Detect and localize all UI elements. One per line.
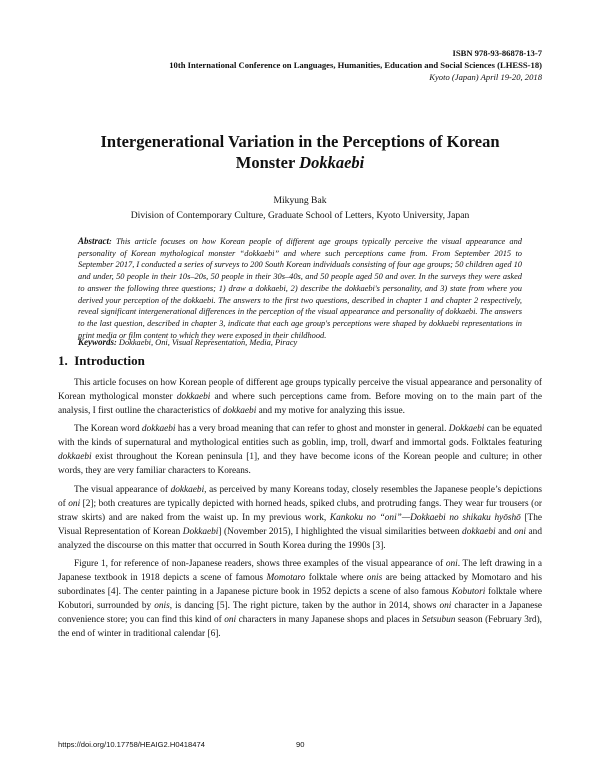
p4-italic: onis xyxy=(366,573,383,584)
p3-italic: Kankoku no “oni”—Dokkaebi no shikaku hyōshō xyxy=(329,512,521,523)
p4-text: character in a Japanese convenience store; you can find this kind of xyxy=(58,601,543,626)
p4-italic: Setsubun xyxy=(421,615,456,626)
p4-italic: oni xyxy=(445,559,458,570)
p2-text: exist throughout the Korean peninsula [1], and they have become icons of the Korean people and culture; in other words, they are very familiar characters to Koreans. xyxy=(58,452,542,477)
p4-italic: oni xyxy=(224,615,237,626)
paragraph-4 xyxy=(58,557,542,641)
title-line-2-italic: Dokkaebi xyxy=(299,153,365,172)
p4-italic: Momotaro xyxy=(266,573,306,584)
p3-text: and xyxy=(495,526,515,537)
paragraph-1 xyxy=(58,376,542,418)
p3-italic: Dokkaebi xyxy=(182,526,219,537)
p4-italic: Kobutori xyxy=(451,587,486,598)
p4-italic: oni xyxy=(439,601,452,612)
author-name: Mikyung Bak xyxy=(273,195,327,206)
p4-text: folktale where Kobutori, surrounded by xyxy=(58,587,542,612)
keywords-label: Keywords xyxy=(78,337,114,347)
p4-text: are being attacked by Momotaro and his subordinates [4]. The center painting in a Japanese picture book in 1952 depicts a scene of also famous xyxy=(58,573,542,598)
p3-text: , as perceived by many Koreans today, closely resembles the Japanese people’s depictions of xyxy=(58,484,542,509)
section-heading xyxy=(58,353,145,369)
paragraph-3 xyxy=(58,483,542,553)
p1-text: and where such perceptions came from. Before moving on to the main part of the analysis, I first outline the characteristics of xyxy=(58,392,543,416)
paragraph-2 xyxy=(58,422,542,478)
p3-text: and analyzed the discourse on this matter that occurred in South Korea during the 1990s [3]. xyxy=(58,526,542,551)
section-title: Introduction xyxy=(74,353,145,368)
p3-text: [2]; both creatures are typically depicted with horned heads, spiked clubs, and protruding fangs. They wear fur trousers (or straw skirts) and are naked from the waist up. In my previous work, xyxy=(58,498,542,523)
p1-italic: dokkaebi xyxy=(176,392,211,402)
p1-text: This article focuses on how Korean people of different age groups typically perceive the visual appearance and personality of Korean mythological monster xyxy=(58,378,542,402)
doi-link[interactable]: https://doi.org/10.17758/HEAIG2.H0418474 xyxy=(58,740,205,749)
p4-text: , is dancing [5]. The right picture, taken by the author in 2014, shows xyxy=(169,601,440,612)
p2-text: The Korean word xyxy=(74,424,142,435)
p3-text: ] (November 2015), I highlighted the visual similarities between xyxy=(218,526,463,537)
paper-title xyxy=(60,131,540,173)
conference-name: 10th International Conference on Languages, Humanities, Education and Social Sciences (LHESS-18) xyxy=(169,60,542,70)
p4-italic: onis xyxy=(154,601,170,612)
p2-text: can be equated with the kinds of supernatural and mythological entities such as goblin, imp, troll, dwarf and immortal gods. Folktales featuring xyxy=(58,424,542,449)
p2-italic: dokkaebi xyxy=(58,452,92,463)
abstract-label: Abstract xyxy=(78,236,110,246)
p1-text: and my motive for analyzing this issue. xyxy=(256,406,406,416)
p4-text: folktale where xyxy=(305,573,367,584)
p4-text: Figure 1, for reference of non-Japanese readers, shows three examples of the visual appearance of xyxy=(74,559,446,570)
p2-text: has a very broad meaning that can refer to ghost and monster in general. xyxy=(175,424,449,435)
p4-text: characters in many Japanese shops and places in xyxy=(236,615,422,626)
p1-italic: dokkaebi xyxy=(222,406,257,416)
author-affiliation: Division of Contemporary Culture, Graduate School of Letters, Kyoto University, Japan xyxy=(130,210,470,221)
p3-italic: oni xyxy=(68,498,81,509)
p2-italic: dokkaebi xyxy=(141,424,176,435)
title-line-2-prefix: Monster xyxy=(235,153,300,172)
abstract: Abstract: This article focuses on how Korean people of different age groups typically perceive the visual appearance and personality of Korean mythological monster “dokkaebi” and where such perceptions came from. From September 2015 to September 2017, I conducted a series of surveys to 200 South Korean individuals consisting of four age groups; 50 children aged 10 and under, 50 people in their 10s–20s, 50 people in their 30s–40s, and 50 people aged 50 and over. In the surveys they were asked to answer the following three questions; 1) draw a dokkaebi, 2) describe the dokkaebi's personality, and 3) state from where you derived your perception of the dokkaebi. The answers to the first two questions, described in chapter 1 and chapter 2 respectively, reveal significant intergenerational differences in the perception of the visual appearance and personality of dokkaebi. The answers to the last question, described in chapter 3, indicate that each age group's perceptions were shaped by dokkaebi representations in print media or film content to which they were exposed in their childhood. xyxy=(78,236,522,340)
section-number: 1. xyxy=(58,353,68,368)
p3-italic: dokkaebi xyxy=(462,526,496,537)
body-text xyxy=(58,376,542,646)
title-line-1: Intergenerational Variation in the Perceptions of Korean xyxy=(100,132,500,151)
p3-italic: dokkaebi xyxy=(170,484,205,495)
page-number: 90 xyxy=(296,740,305,749)
abstract-text: This article focuses on how Korean people of different age groups typically perceive the visual appearance and personality of Korean mythological monster “dokkaebi” and where such perceptions came from. From September 2015 to September 2017, I conducted a series of surveys to 200 South Korean individuals consisting of four age groups; 50 children aged 10 and under, 50 people in their 10s–20s, 50 people in their 30s–40s, and 50 people aged 50 and over. In the surveys they were asked to answer the following three questions; 1) draw a dokkaebi, 2) describe the dokkaebi's personality, and 3) state from where you derived your perception of the dokkaebi. The answers to the first two questions, described in chapter 1 and chapter 2 respectively, reveal significant intergenerational differences in the perception of the visual appearance and personality of dokkaebi. The answers to the last question, described in chapter 3, indicate that each age group's perceptions were shaped by dokkaebi representations in print media or film content to which they were exposed in their childhood. xyxy=(78,237,522,340)
conference-location-date: Kyoto (Japan) April 19-20, 2018 xyxy=(429,72,542,82)
p3-text: [The Visual Representation of Korean xyxy=(58,512,543,537)
keywords-text: Dokkaebi, Oni, Visual Representation, Media, Piracy xyxy=(118,338,298,347)
p4-text: season (February 3rd), the end of winter in traditional calendar [6]. xyxy=(58,615,543,640)
p4-text: . The left drawing in a Japanese textbook in 1918 depicts a scene of famous xyxy=(58,559,542,584)
isbn: ISBN 978-93-86878-13-7 xyxy=(452,48,542,58)
p3-italic: oni xyxy=(514,526,527,537)
p3-text: The visual appearance of xyxy=(74,484,171,495)
p2-italic: Dokkaebi xyxy=(448,424,485,435)
keywords: Keywords: Dokkaebi, Oni, Visual Representation, Media, Piracy xyxy=(78,337,298,347)
